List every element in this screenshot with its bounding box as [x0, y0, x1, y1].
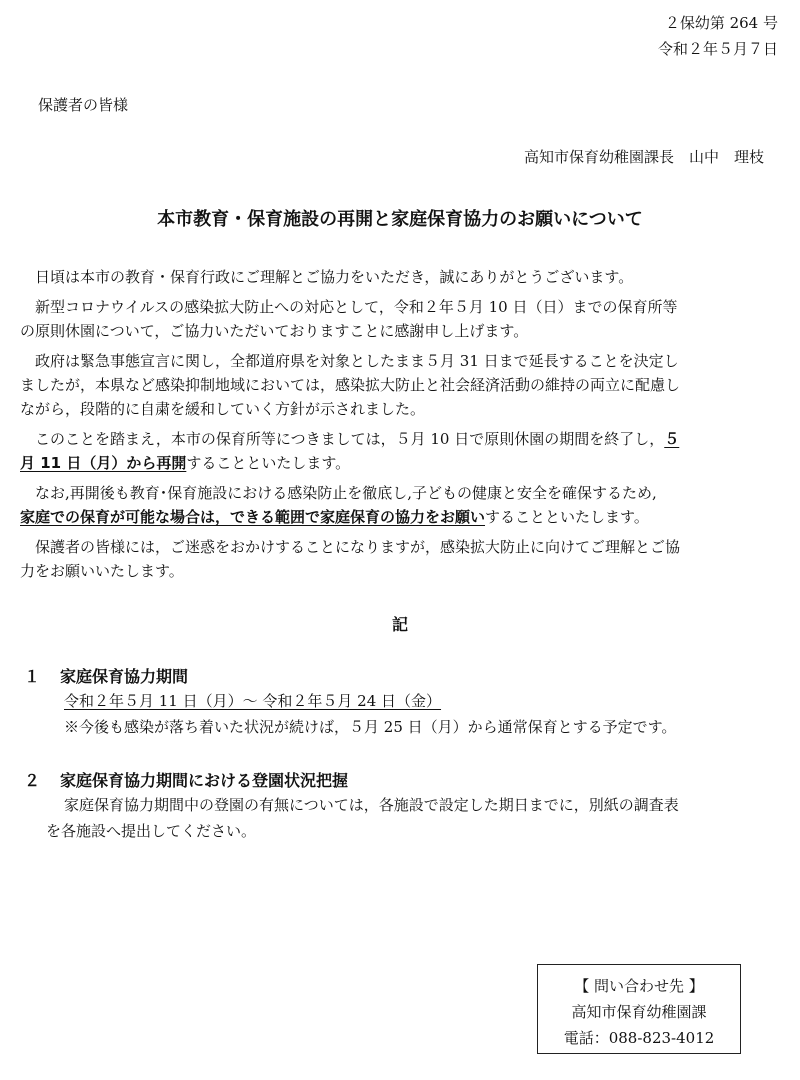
document-date: 令和２年５月７日 [657, 40, 778, 58]
section-2-line-2: を各施設へ提出してください。 [46, 822, 257, 840]
section-1-period: 令和２年５月 11 日（月）～ 令和２年５月 24 日（金） [64, 692, 442, 710]
contact-phone: 電話：088-823-4012 [563, 1029, 715, 1047]
section-1-number: １ [24, 667, 41, 686]
paragraph-5-line-1 [20, 482, 780, 504]
section-2-line-1: 家庭保育協力期間中の登園の有無については，各施設で設定した期日までに，別紙の調査表 [64, 796, 679, 814]
paragraph-6-line-1-text: 保護者の皆様には，ご迷惑をおかけすることになりますが，感染拡大防止に向けてご理解とご協 [35, 538, 681, 556]
paragraph-3-line-2: ましたが，本県など感染抑制地域においては，感染拡大防止と社会経済活動の維持の両立に配慮し [20, 376, 681, 394]
sender: 高知市保育幼稚園課長 山中 理枝 [523, 148, 764, 166]
document-number: ２保幼第 264 号 [664, 14, 778, 32]
paragraph-2-line-2: の原則休園について，ご協力いただいておりますことに感謝申し上げます。 [20, 322, 529, 340]
contact-label: 【 問い合わせ先 】 [574, 977, 704, 995]
paragraph-4-line-2-text: することといたします。 [186, 454, 351, 472]
paragraph-3-line-1-text: 政府は緊急事態宣言に関し，全都道府県を対象としたまま５月 31 日まで延長することを決定し [35, 352, 679, 370]
addressee: 保護者の皆様 [38, 96, 129, 114]
paragraph-2-line-1 [20, 296, 780, 318]
section-1-note: ※今後も感染が落ち着いた状況が続けば，５月 25 日（月）から通常保育とする予定です。 [64, 718, 677, 736]
paragraph-4-line-1 [20, 428, 780, 450]
section-2-heading: 家庭保育協力期間における登園状況把握 [60, 771, 349, 790]
contact-box [537, 964, 741, 1054]
paragraph-4-line-2 [20, 452, 780, 474]
paragraph-3-line-1 [20, 350, 780, 372]
reopen-date-highlight: 月 11 日（月）から再開 [20, 454, 187, 472]
section-2-number: ２ [24, 771, 41, 790]
page-title: 本市教育・保育施設の再開と家庭保育協力のお願いについて [157, 209, 643, 230]
paragraph-5-line-1-text: なお,再開後も教育･保育施設における感染防止を徹底し,子どもの健康と安全を確保するため, [35, 484, 657, 502]
ki-marker: 記 [391, 615, 408, 634]
paragraph-1-text: 日頃は本市の教育・保育行政にご理解とご協力をいただき，誠にありがとうございます。 [35, 268, 634, 286]
paragraph-1 [20, 266, 780, 288]
contact-department: 高知市保育幼稚園課 [571, 1003, 707, 1021]
section-1-heading: 家庭保育協力期間 [60, 667, 189, 686]
paragraph-6-line-1 [20, 536, 780, 558]
paragraph-5-line-2 [20, 506, 780, 528]
home-care-request-highlight: 家庭での保育が可能な場合は，できる範囲で家庭保育の協力をお願い [20, 508, 486, 526]
paragraph-5-line-2-text: することといたします。 [485, 508, 649, 526]
paragraph-3-line-3: ながら，段階的に自粛を緩和していく方針が示されました。 [20, 400, 426, 418]
paragraph-4-line-1-text: このことを踏まえ，本市の保育所等につきましては，５月 10 日で原則休園の期間を終了し， [35, 430, 665, 448]
paragraph-2-line-1-text: 新型コロナウイルスの感染拡大防止への対応として，令和２年５月 10 日（日）までの保育所等 [35, 298, 678, 316]
paragraph-6-line-2: 力をお願いいたします。 [20, 562, 184, 580]
reopen-date-highlight-start: ５ [664, 430, 680, 448]
